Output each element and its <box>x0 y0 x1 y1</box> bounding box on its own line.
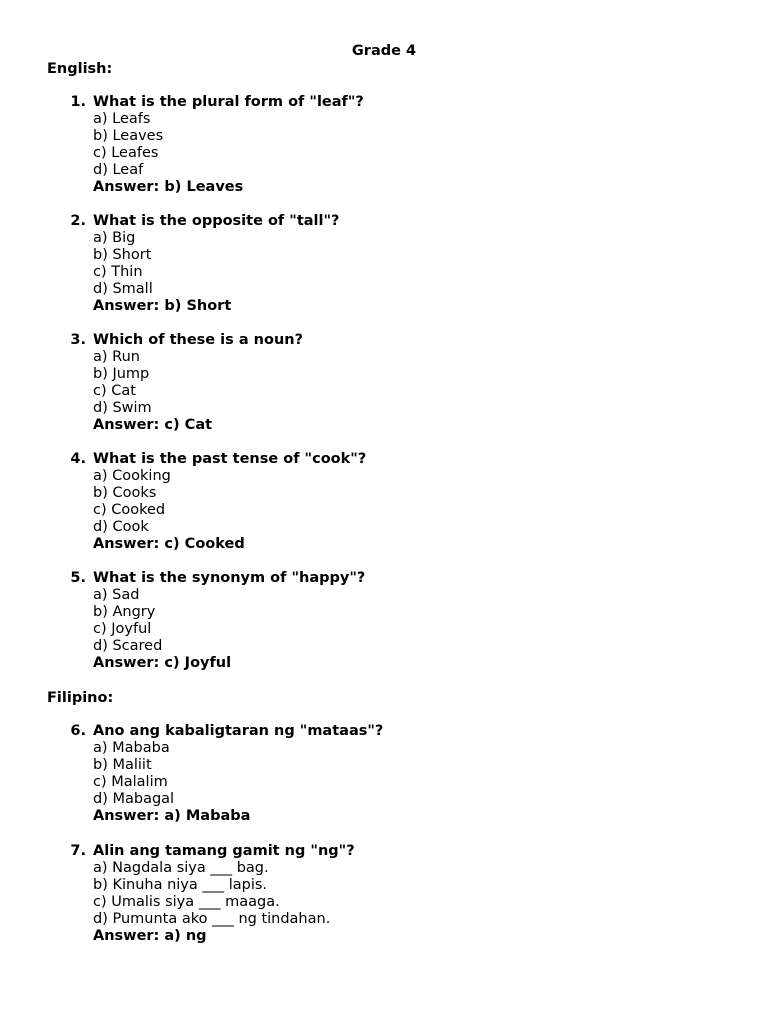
question-text: Alin ang tamang gamit ng "ng"? <box>93 843 355 859</box>
option-a: a) Sad <box>93 587 140 603</box>
option-a: a) Mababa <box>93 740 170 756</box>
answer-text: Answer: b) Leaves <box>93 179 244 195</box>
question-body <box>93 451 733 553</box>
option-d: d) Pumunta ako ___ ng tindahan. <box>93 911 331 927</box>
answer-text: Answer: a) ng <box>93 928 207 944</box>
question-text: Which of these is a noun? <box>93 332 303 348</box>
question-text: What is the plural form of "leaf"? <box>93 94 364 110</box>
option-b: b) Angry <box>93 604 156 620</box>
option-d: d) Mabagal <box>93 791 175 807</box>
question-body <box>93 570 733 672</box>
option-c: c) Leafes <box>93 145 159 161</box>
question-number: 2. <box>70 213 86 229</box>
option-b: b) Cooks <box>93 485 157 501</box>
option-d: d) Cook <box>93 519 149 535</box>
question-number: 7. <box>70 843 86 859</box>
page-title: Grade 4 <box>351 43 417 59</box>
option-a: a) Cooking <box>93 468 171 484</box>
section-heading-english: English: <box>47 61 113 77</box>
question-number: 4. <box>70 451 86 467</box>
option-c: c) Umalis siya ___ maaga. <box>93 894 280 910</box>
answer-text: Answer: c) Cat <box>93 417 213 433</box>
answer-text: Answer: a) Mababa <box>93 808 251 824</box>
option-a: a) Leafs <box>93 111 151 127</box>
question-body <box>93 843 733 945</box>
option-a: a) Big <box>93 230 136 246</box>
option-c: c) Cooked <box>93 502 166 518</box>
answer-text: Answer: b) Short <box>93 298 232 314</box>
question-text: What is the past tense of "cook"? <box>93 451 367 467</box>
option-b: b) Kinuha niya ___ lapis. <box>93 877 268 893</box>
option-b: b) Leaves <box>93 128 164 144</box>
question-body <box>93 213 733 315</box>
option-a: a) Run <box>93 349 140 365</box>
question-body <box>93 723 733 825</box>
question-number: 6. <box>70 723 86 739</box>
question-text: What is the synonym of "happy"? <box>93 570 366 586</box>
question-number: 1. <box>70 94 86 110</box>
option-d: d) Swim <box>93 400 152 416</box>
question-body <box>93 332 733 434</box>
option-a: a) Nagdala siya ___ bag. <box>93 860 269 876</box>
question-text: Ano ang kabaligtaran ng "mataas"? <box>93 723 384 739</box>
option-b: b) Short <box>93 247 152 263</box>
option-d: d) Small <box>93 281 153 297</box>
question-number: 5. <box>70 570 86 586</box>
option-c: c) Joyful <box>93 621 152 637</box>
option-c: c) Cat <box>93 383 136 399</box>
section-heading-filipino: Filipino: <box>47 690 114 706</box>
option-b: b) Maliit <box>93 757 152 773</box>
question-body <box>93 94 733 196</box>
option-b: b) Jump <box>93 366 150 382</box>
option-d: d) Leaf <box>93 162 144 178</box>
option-d: d) Scared <box>93 638 163 654</box>
option-c: c) Malalim <box>93 774 168 790</box>
answer-text: Answer: c) Cooked <box>93 536 245 552</box>
question-number: 3. <box>70 332 86 348</box>
answer-text: Answer: c) Joyful <box>93 655 232 671</box>
question-text: What is the opposite of "tall"? <box>93 213 340 229</box>
option-c: c) Thin <box>93 264 143 280</box>
